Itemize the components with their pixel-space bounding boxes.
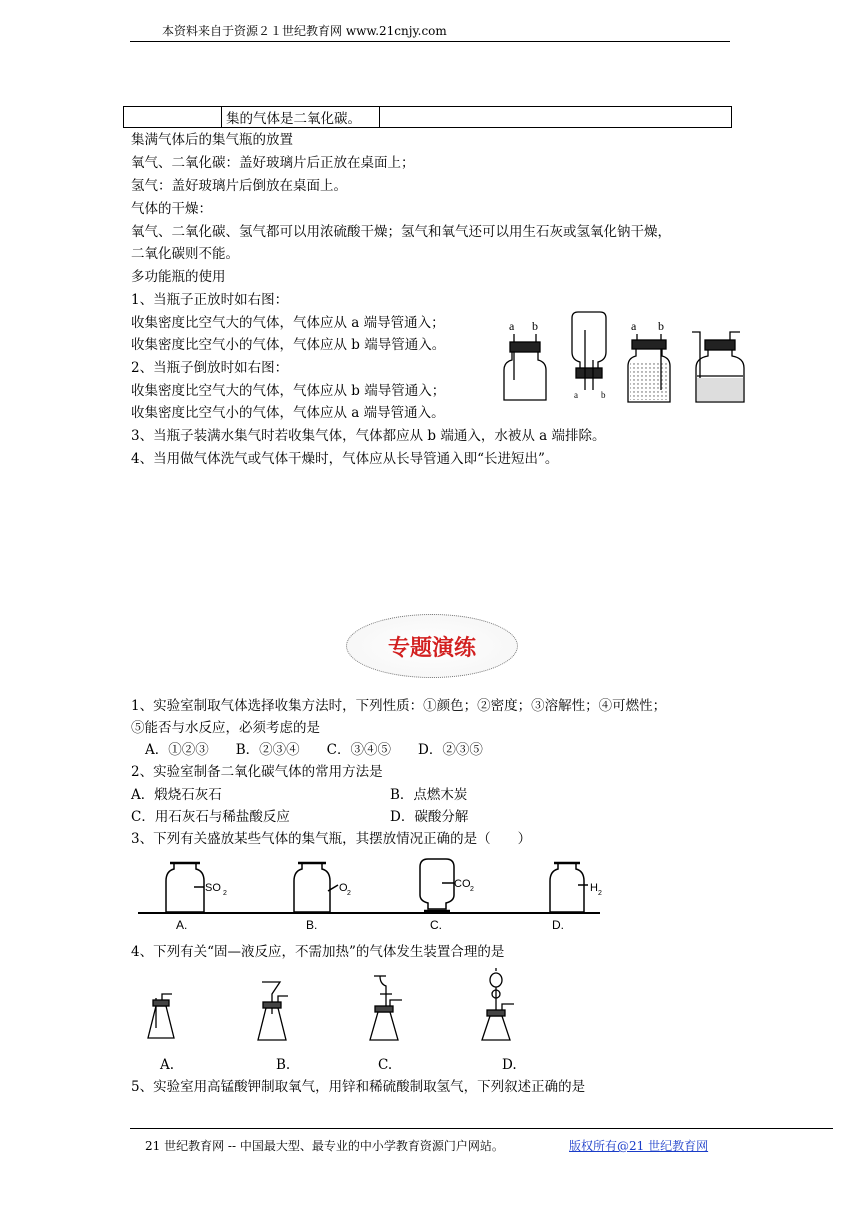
text-line: 收集密度比空气小的气体，气体应从 b 端导管通入。 <box>131 337 446 353</box>
question-2: 2、实验室制备二氧化碳气体的常用方法是 <box>131 764 383 780</box>
question-5: 5、实验室用高锰酸钾制取氧气，用锌和稀硫酸制取氢气，下列叙述正确的是 <box>131 1079 586 1095</box>
bottle-inverted-diagram <box>572 312 606 400</box>
svg-text:CO: CO <box>454 878 471 890</box>
footer-rule <box>130 1128 833 1129</box>
label-a: a <box>509 319 515 333</box>
text-line: 氢气：盖好玻璃片后倒放在桌面上。 <box>131 178 347 194</box>
label-b: b <box>658 319 664 333</box>
question-3: 3、下列有关盛放某些气体的集气瓶，其摆放情况正确的是（ ） <box>131 831 532 847</box>
banner-title: 专题演练 <box>387 635 476 661</box>
bottle-upright-diagram <box>504 319 546 400</box>
svg-text:D.: D. <box>552 918 564 932</box>
svg-text:O: O <box>339 882 348 894</box>
option-c: C．用石灰石与稀盐酸反应 <box>131 809 290 825</box>
question-1: 1、实验室制取气体选择收集方法时，下列性质：①颜色；②密度；③溶解性；④可燃性； <box>131 698 667 714</box>
table-cell-empty <box>124 107 222 128</box>
text-line: 二氧化碳则不能。 <box>131 246 239 262</box>
section-banner <box>346 614 518 678</box>
label-b: b <box>532 319 538 333</box>
question-1-cont: ⑤能否与水反应，必须考虑的是 <box>131 720 320 736</box>
header-rule <box>130 41 730 42</box>
gas-jar-placement-figure <box>138 855 600 937</box>
text-line: 4、当用做气体洗气或气体干燥时，气体应从长导管通入即“长进短出”。 <box>131 451 559 467</box>
text-line: 2、当瓶子倒放时如右图： <box>131 360 289 376</box>
bottle-water-diagram <box>628 319 670 402</box>
q4-label-a: A. <box>160 1057 175 1073</box>
multifunction-bottle-figure <box>500 310 745 410</box>
table-cell-empty <box>380 107 732 128</box>
text-line: 气体的干燥： <box>131 201 212 217</box>
table-cell: 集的气体是二氧化碳。 <box>222 107 380 128</box>
text-line: 收集密度比空气小的气体，气体应从 a 端导管通入。 <box>131 405 445 421</box>
label-a: a <box>631 319 637 333</box>
footer-copyright-link[interactable]: 版权所有@21 世纪教育网 <box>569 1139 709 1153</box>
text-line: 集满气体后的集气瓶的放置 <box>131 132 293 148</box>
svg-text:2: 2 <box>347 890 351 897</box>
text-line: 1、当瓶子正放时如右图： <box>131 292 289 308</box>
q4-label-b: B. <box>276 1057 291 1073</box>
text-line: 多功能瓶的使用 <box>131 269 226 285</box>
svg-text:C.: C. <box>430 918 442 932</box>
svg-text:H: H <box>590 882 598 894</box>
svg-text:A.: A. <box>176 918 188 932</box>
svg-text:B.: B. <box>306 918 318 932</box>
q4-label-d: D. <box>502 1057 517 1073</box>
option-b: B．点燃木炭 <box>390 787 468 803</box>
text-line: 氧气、二氧化碳：盖好玻璃片后正放在桌面上； <box>131 155 415 171</box>
label-a: a <box>574 390 578 400</box>
table-row <box>124 107 732 128</box>
svg-text:SO: SO <box>205 882 221 894</box>
question-1-options: A．①②③ B．②③④ C．③④⑤ D．②③⑤ <box>145 742 483 758</box>
info-table <box>123 106 732 128</box>
svg-text:2: 2 <box>223 890 227 897</box>
footer-text: 21 世纪教育网 -- 中国最大型、最专业的中小学教育资源门户网站。 <box>145 1139 504 1153</box>
text-line: 氧气、二氧化碳、氢气都可以用浓硫酸干燥；氢气和氧气还可以用生石灰或氢氧化钠干燥， <box>131 224 671 240</box>
svg-text:2: 2 <box>470 886 474 893</box>
svg-text:2: 2 <box>598 890 602 897</box>
question-4: 4、下列有关“固—液反应，不需加热”的气体发生装置合理的是 <box>131 944 505 960</box>
gas-washing-bottle-diagram <box>692 332 744 402</box>
page-header: 本资料来自于资源２１世纪教育网 www.21cnjy.com <box>162 24 447 38</box>
gas-generator-figure <box>140 968 540 1048</box>
option-a: A．煅烧石灰石 <box>131 787 222 803</box>
q4-label-c: C. <box>378 1057 393 1073</box>
text-line: 3、当瓶子装满水集气时若收集气体，气体都应从 b 端通入，水被从 a 端排除。 <box>131 428 606 444</box>
text-line: 收集密度比空气大的气体，气体应从 b 端导管通入； <box>131 383 446 399</box>
option-d: D．碳酸分解 <box>390 809 469 825</box>
text-line: 收集密度比空气大的气体，气体应从 a 端导管通入； <box>131 315 445 331</box>
label-b: b <box>601 390 606 400</box>
